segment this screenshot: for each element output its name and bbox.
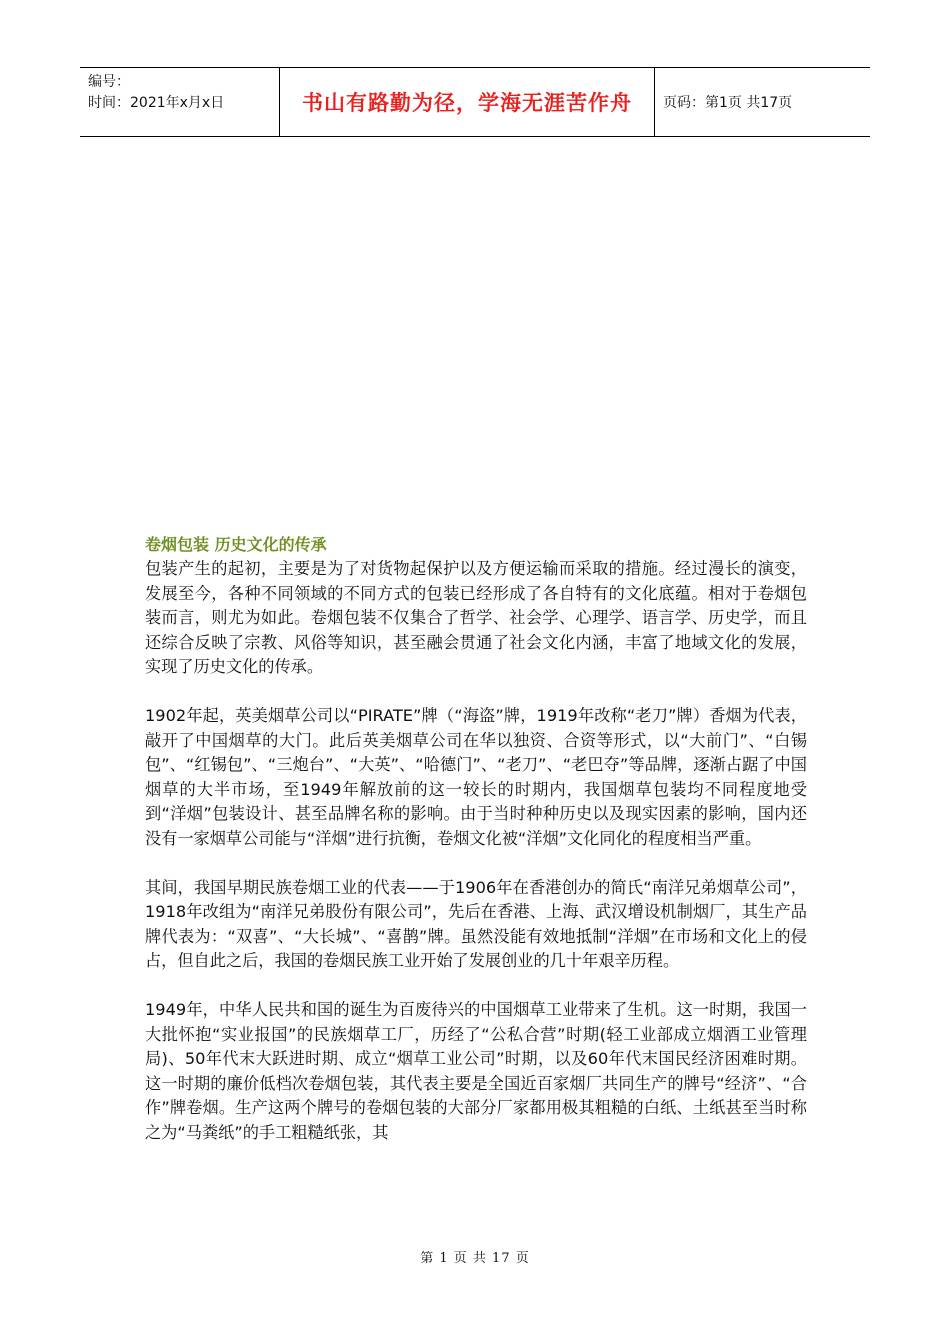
page-footer: 第 1 页 共 17 页 xyxy=(420,1251,530,1266)
paragraph: 其间，我国早期民族卷烟工业的代表——于1906年在香港创办的简氏“南洋兄弟烟草公司”，1918年改组为“南洋兄弟股份有限公司”，先后在香港、上海、武汉增设机制烟厂，其生产品牌代表为：“双喜”、“大长城”、“喜鹊”牌。虽然没能有效地抵制“洋烟”在市场和文化上的侵占，但自此之后，我国的卷烟民族工业开始了发展创业的几十年艰辛历程。 xyxy=(145,877,807,970)
header-motto: 书山有路勤为径，学海无涯苦作舟 xyxy=(302,90,632,115)
header-motto-cell xyxy=(280,68,655,136)
paragraph: 1949年，中华人民共和国的诞生为百废待兴的中国烟草工业带来了生机。这一时期，我国一大批怀抱“实业报国”的民族烟草工厂，历经了“公私合营”时期(轻工业部成立烟酒工业管理局)、50年代末大跃进时期、成立“烟草工业公司”时期，以及60年代末国民经济困难时期。这一时期的廉价低档次卷烟包装，其代表主要是全国近百家烟厂共同生产的牌号“经济”、“合作”牌卷烟。生产这两个牌号的卷烟包装的大部分厂家都用极其粗糙的白纸、土纸甚至当时称之为“马粪纸”的手工粗糙纸张，其 xyxy=(145,1000,807,1142)
header-meta-cell xyxy=(80,68,280,136)
header-page-cell xyxy=(655,68,870,136)
document-header xyxy=(80,67,870,137)
serial-number-label: 编号： xyxy=(88,74,130,90)
paragraph: 1902年起，英美烟草公司以“PIRATE”牌（“海盗”牌，1919年改称“老刀”牌）香烟为代表，敲开了中国烟草的大门。此后英美烟草公司在华以独资、合资等形式，以“大前门”、“白锡包”、“红锡包”、“三炮台”、“大英”、“哈德门”、“老刀”、“老巴夺”等品牌，逐渐占踞了中国烟草的大半市场，至1949年解放前的这一较长的时期内，我国烟草包装均不同程度地受到“洋烟”包装设计、甚至品牌名称的影响。由于当时种种历史以及现实因素的影响，国内还没有一家烟草公司能与“洋烟”进行抗衡，卷烟文化被“洋烟”文化同化的程度相当严重。 xyxy=(145,706,807,848)
article-body xyxy=(145,533,807,1170)
article-title: 卷烟包装 历史文化的传承 xyxy=(145,535,327,554)
paragraph: 包装产生的起初，主要是为了对货物起保护以及方便运输而采取的措施。经过漫长的演变，发展至今，各种不同领域的不同方式的包装已经形成了各自特有的文化底蕴。相对于卷烟包装而言，则尤为如此。卷烟包装不仅集合了哲学、社会学、心理学、语言学、历史学，而且还综合反映了宗教、风俗等知识，甚至融会贯通了社会文化内涵，丰富了地域文化的发展，实现了历史文化的传承。 xyxy=(145,559,807,676)
header-page-info: 页码：第1页 共17页 xyxy=(663,95,793,111)
time-label: 时间：2021年x月x日 xyxy=(88,95,225,111)
